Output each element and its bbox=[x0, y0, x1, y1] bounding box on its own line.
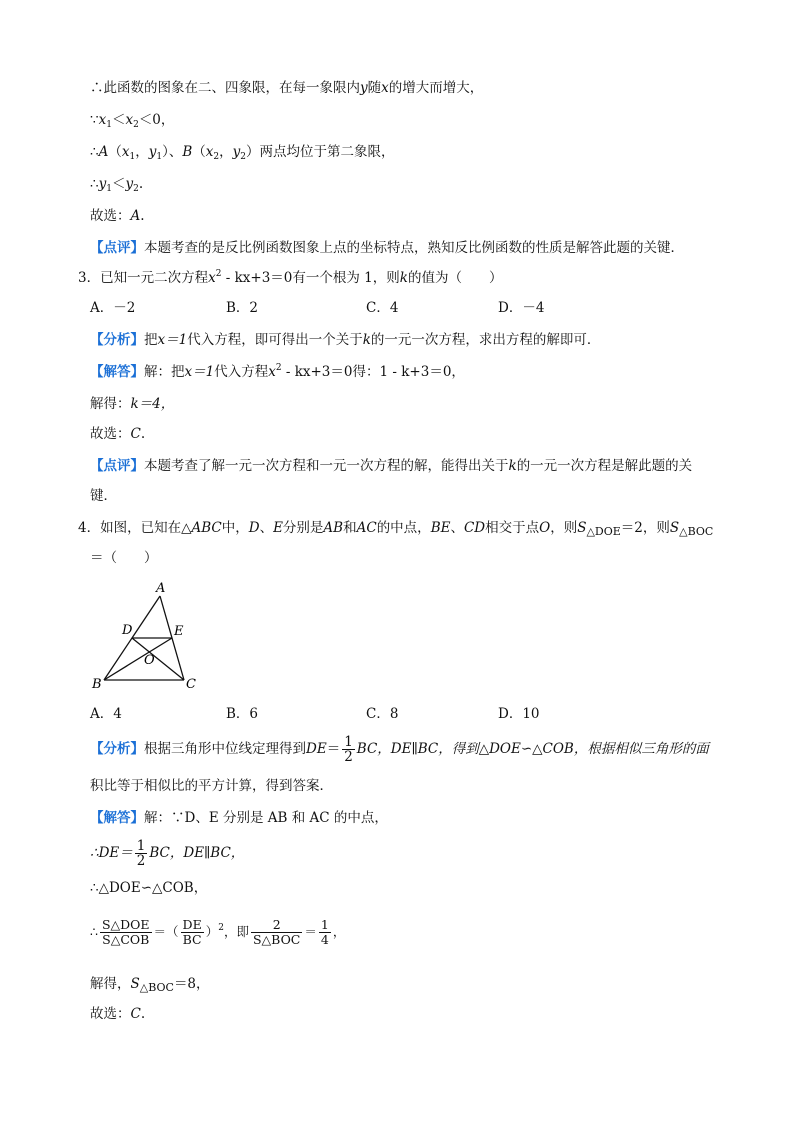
label-d: D bbox=[122, 623, 133, 638]
comment-tag: 【点评】 bbox=[90, 240, 144, 256]
segment-cd bbox=[132, 638, 184, 680]
question-4-stem: 4．如图，已知在△ABC中，D、E分别是AB和AC的中点，BE、CD相交于点O，则$S_{\triangle DOE}=2$，则$S_{\triangle BOC}$ bbox=[78, 520, 714, 538]
text-line: ∴ $\frac{\text{S△DOE}}{\text{S△COB}}$ ＝（ $\frac{DE}{BC}$ ）$^2$，即 $\frac{2}{\text{S△BOC}}$ ＝ $\frac{1}{4}$ ， bbox=[90, 917, 346, 947]
triangle-figure bbox=[88, 578, 208, 693]
text-line: 积比等于相似比的平方计算，得到答案． bbox=[90, 778, 333, 794]
segment-be bbox=[104, 638, 172, 680]
solution-line: 【解答】解：∵D、E 分别是 AB 和 AC 的中点， bbox=[90, 810, 388, 826]
question-3-stem: 3．已知一元二次方程$x^2 - kx+3=0$有一个根为 1，则k的值为（ ） bbox=[78, 269, 503, 286]
choice-c: C．4 bbox=[366, 300, 399, 316]
choice-c: C．8 bbox=[366, 706, 399, 722]
fraction: $\frac{2}{\text{S△BOC}}$ bbox=[252, 917, 301, 947]
solution-line: 【解答】解：把x＝1代入方程$x^2 - kx+3=0$得：1 - k+3＝0， bbox=[90, 363, 465, 380]
choice-d: D．－4 bbox=[498, 300, 545, 316]
text-line: $\because x_1<x_2<0$， bbox=[90, 112, 175, 130]
text-line: ∴DE＝ $\frac{1}{2}$ BC，DE∥BC， bbox=[90, 838, 245, 869]
choice-a: A．4 bbox=[90, 706, 122, 722]
choice-b: B．6 bbox=[226, 706, 259, 722]
text-line: 故选：A. bbox=[90, 208, 145, 224]
fraction: $\frac{\text{S△DOE}}{\text{S△COB}}$ bbox=[101, 917, 150, 947]
triangle-diagram bbox=[88, 578, 208, 693]
text-line: 故选：C. bbox=[90, 426, 146, 442]
fraction: $\frac{DE}{BC}$ bbox=[182, 917, 202, 947]
text-line: 故选：C. bbox=[90, 1006, 146, 1022]
solution-tag: 【解答】 bbox=[90, 364, 144, 380]
text-line: ∴△DOE∽△COB， bbox=[90, 880, 208, 896]
fraction: $\frac{1}{2}$ bbox=[344, 734, 353, 765]
label-c: C bbox=[186, 677, 196, 692]
text-line: ＝（ ） bbox=[90, 550, 158, 566]
solution-tag: 【解答】 bbox=[90, 810, 144, 826]
comment-line: 【点评】本题考查的是反比例函数图象上点的坐标特点，熟知反比例函数的性质是解答此题的关键． bbox=[90, 240, 684, 256]
label-o: O bbox=[144, 653, 155, 668]
label-b: B bbox=[92, 677, 102, 692]
fraction: $\frac{1}{2}$ bbox=[136, 838, 146, 869]
text-line: 解得，$S_{\triangle BOC}=8$， bbox=[90, 976, 210, 994]
text-line: 键． bbox=[90, 488, 117, 504]
text-line: $\therefore A(x_1$，$y_1$）、$B(x_2$，$y_2$）两点均位于第二象限， bbox=[90, 144, 395, 162]
choice-a: A．－2 bbox=[90, 300, 136, 316]
choice-b: B．2 bbox=[226, 300, 259, 316]
label-e: E bbox=[174, 624, 184, 639]
label-a: A bbox=[156, 581, 166, 596]
analysis-line: 【分析】把x＝1代入方程，即可得出一个关于k的一元一次方程，求出方程的解即可． bbox=[90, 332, 601, 348]
fraction: $\frac{1}{4}$ bbox=[320, 917, 329, 947]
text-line: 解得：k＝4， bbox=[90, 396, 175, 412]
analysis-tag: 【分析】 bbox=[90, 741, 144, 757]
choice-d: D．10 bbox=[498, 706, 540, 722]
analysis-tag: 【分析】 bbox=[90, 332, 144, 348]
comment-line: 【点评】本题考查了解一元一次方程和一元一次方程的解，能得出关于k的一元一次方程是解此题的关 bbox=[90, 458, 693, 474]
text-line: ∴此函数的图象在二、四象限，在每一象限内y随x的增大而增大， bbox=[90, 80, 484, 96]
text-line: $\therefore y_1<y_2$. bbox=[90, 176, 144, 194]
analysis-line: 【分析】根据三角形中位线定理得到DE＝ $\frac{1}{2}$ BC，DE∥BC，得到△DOE∽△COB，根据相似三角形的面 bbox=[90, 734, 709, 765]
comment-tag: 【点评】 bbox=[90, 458, 144, 474]
